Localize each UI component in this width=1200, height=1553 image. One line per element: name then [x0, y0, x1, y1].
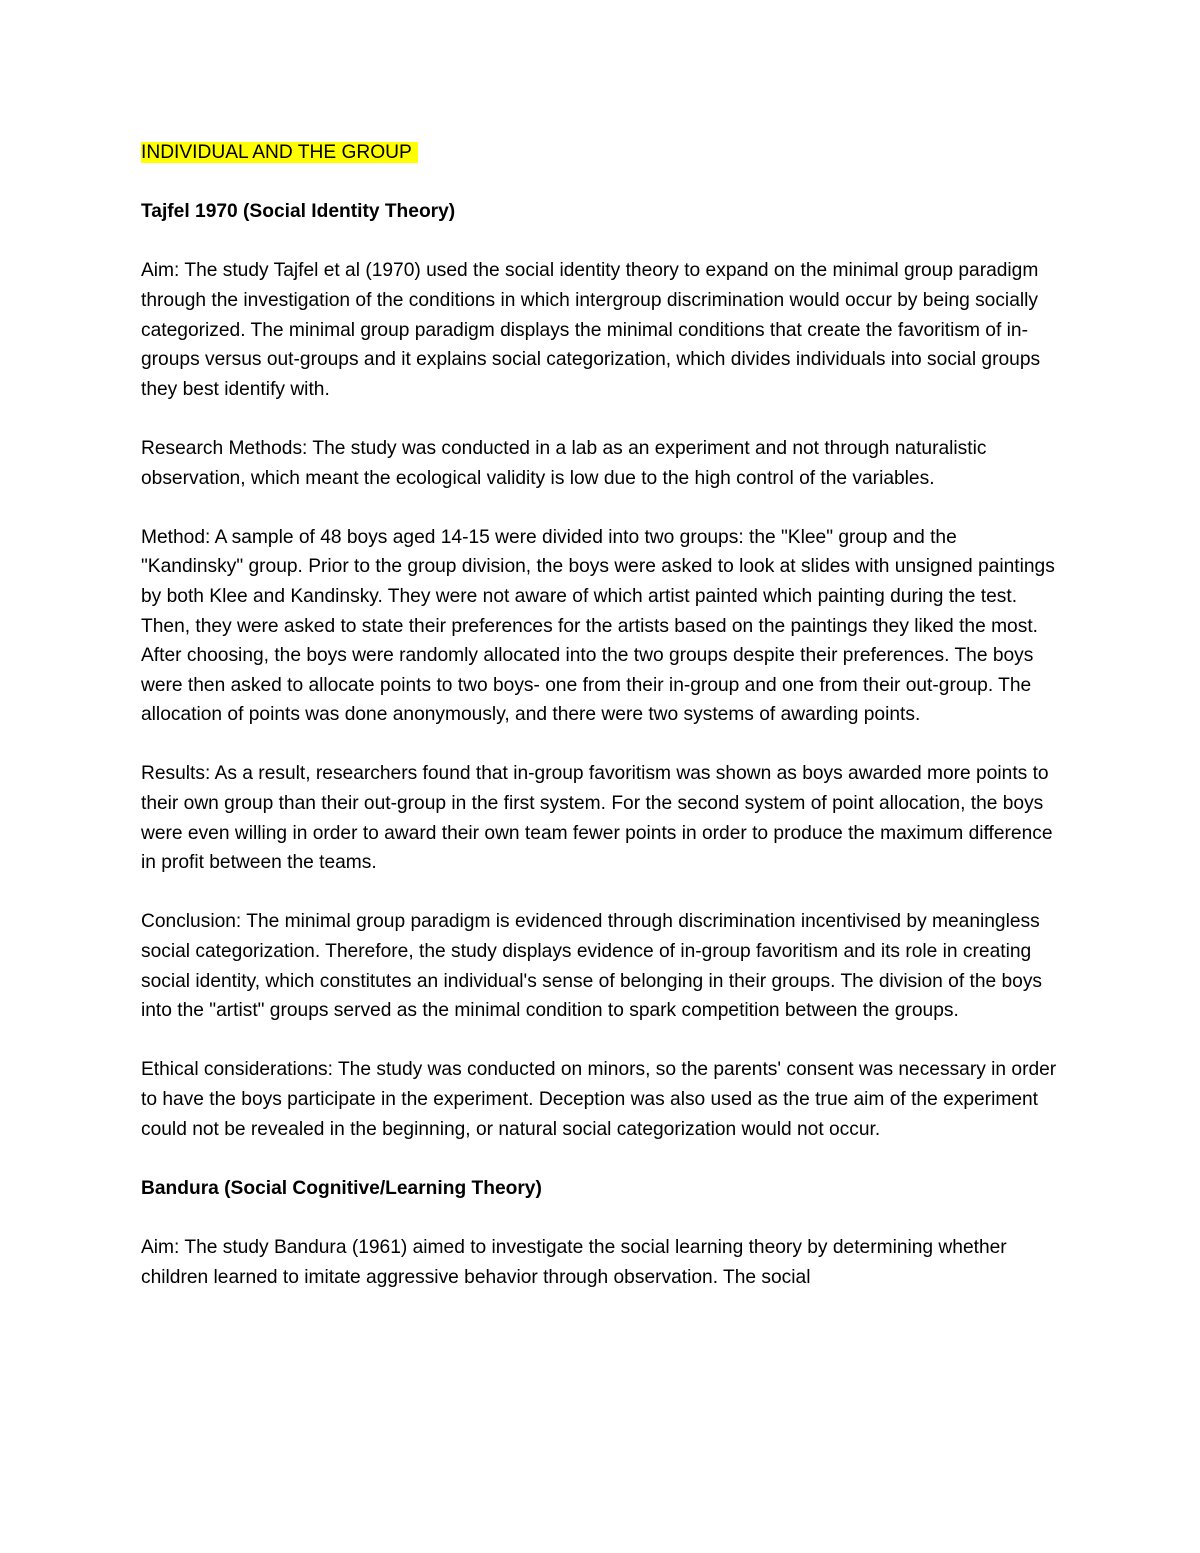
- paragraph-aim: Aim: The study Bandura (1961) aimed to investigate the social learning theory by determining whether children learned to imitate aggressive behavior through observation. The social: [141, 1236, 1007, 1288]
- paragraph-conclusion: Conclusion: The minimal group paradigm is evidenced through discrimination incentivised by meaningless social categorization. Therefore, the study displays evidence of in-group favoritism and its role in creating social identity, which constitutes an individual's sense of belonging in their groups. The division of the boys into the "artist" groups served as the minimal condition to spark competition between the groups.: [141, 911, 1043, 1022]
- highlighted-title-text: INDIVIDUAL AND THE GROUP: [141, 142, 418, 163]
- paragraph-method: Method: A sample of 48 boys aged 14-15 were divided into two groups: the "Klee" group and the "Kandinsky" group. Prior to the group division, the boys were asked to look at slides with unsigned paintings by both Klee and Kandinsky. They were not aware of which artist painted which painting during the test. Then, they were asked to state their preferences for the artists based on the paintings they liked the most. After choosing, the boys were randomly allocated into the two groups despite their preferences. The boys were then asked to allocate points to two boys- one from their in-group and one from their out-group. The allocation of points was done anonymously, and there were two systems of awarding points.: [141, 526, 1055, 726]
- paragraph-results: Results: As a result, researchers found that in-group favoritism was shown as boys awarded more points to their own group than their out-group in the first system. For the second system of point allocation, the boys were even willing in order to award their own team fewer points in order to produce the maximum difference in profit between the teams.: [141, 763, 1053, 874]
- section-tajfel: [141, 197, 1061, 1144]
- document-page: [141, 138, 1061, 1322]
- paragraph-aim: Aim: The study Tajfel et al (1970) used the social identity theory to expand on the minimal group paradigm through the investigation of the conditions in which intergroup discrimination would occur by being socially categorized. The minimal group paradigm displays the minimal conditions that create the favoritism of in-groups versus out-groups and it explains social categorization, which divides individuals into social groups they best identify with.: [141, 260, 1041, 400]
- section-heading: Bandura (Social Cognitive/Learning Theory): [141, 1177, 542, 1199]
- document-title: [141, 138, 1061, 168]
- section-bandura: [141, 1174, 1061, 1292]
- section-heading: Tajfel 1970 (Social Identity Theory): [141, 201, 456, 223]
- paragraph-research-methods: Research Methods: The study was conducted in a lab as an experiment and not through naturalistic observation, which meant the ecological validity is low due to the high control of the variables.: [141, 437, 987, 489]
- paragraph-ethical-considerations: Ethical considerations: The study was conducted on minors, so the parents' consent was necessary in order to have the boys participate in the experiment. Deception was also used as the true aim of the experiment could not be revealed in the beginning, or natural social categorization would not occur.: [141, 1059, 1057, 1140]
